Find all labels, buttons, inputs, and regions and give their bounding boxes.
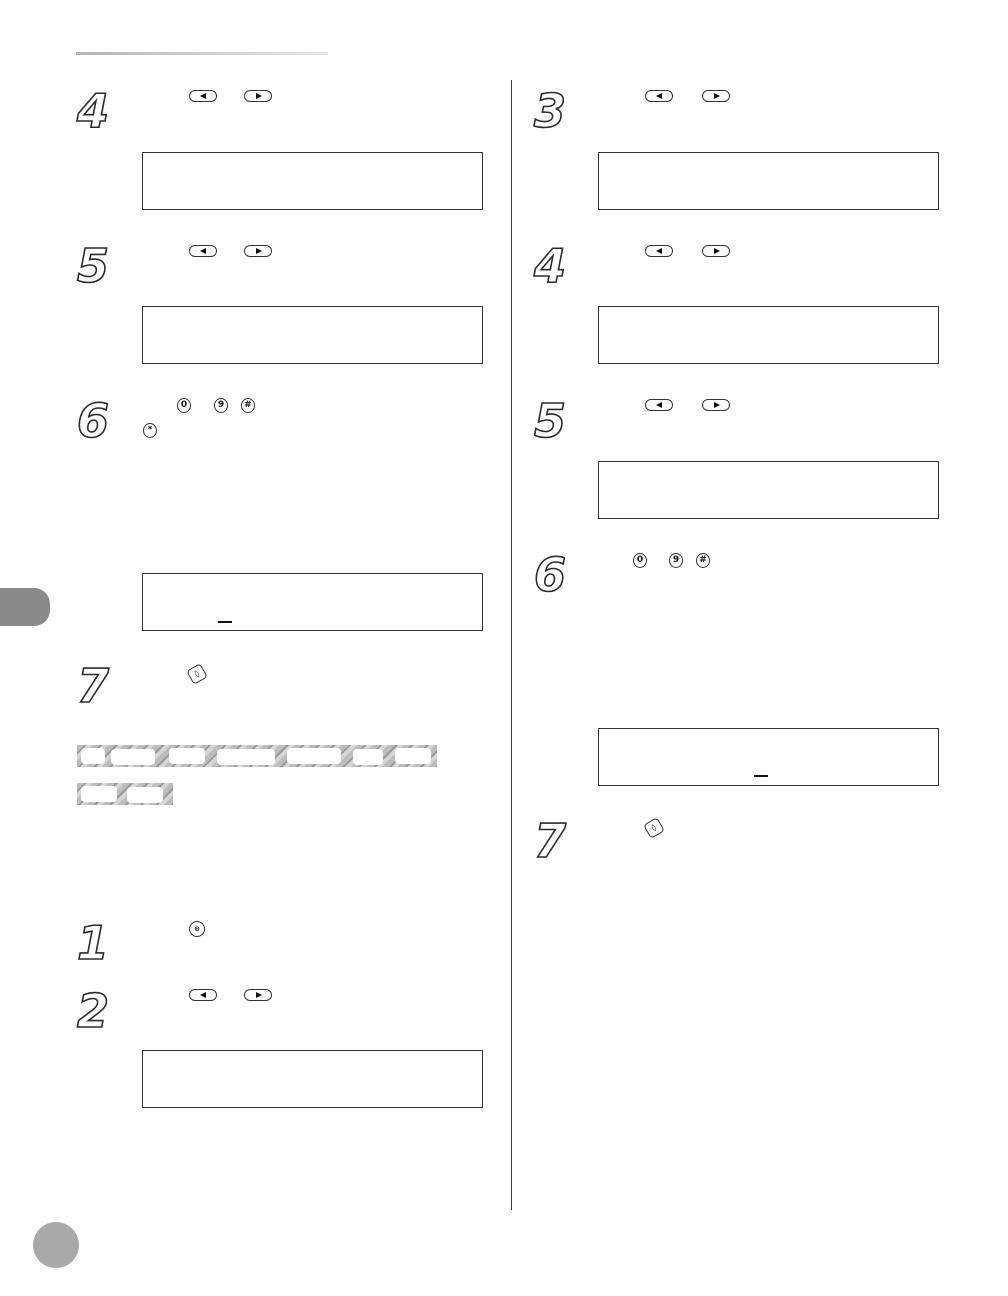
header-rule <box>76 52 328 55</box>
step-number: 2 <box>77 984 110 1038</box>
numeric-9-key: 9 <box>669 553 683 568</box>
right-arrow-key <box>244 90 272 102</box>
left-arrow-key <box>189 989 217 1001</box>
section-title <box>77 745 457 831</box>
lcd-display <box>598 461 939 519</box>
step-number: 4 <box>77 84 110 138</box>
step-number: 1 <box>77 916 110 970</box>
numeric-0-key: 0 <box>633 553 647 568</box>
step-number: 6 <box>77 394 110 448</box>
left-arrow-key <box>645 90 673 102</box>
chapter-tab <box>0 588 50 626</box>
step-number: 7 <box>534 814 567 868</box>
lcd-display <box>142 573 483 631</box>
left-arrow-key <box>645 399 673 411</box>
star-key: * <box>143 423 157 438</box>
hash-key: # <box>696 553 710 568</box>
page-number-disc <box>33 1222 79 1268</box>
left-arrow-key <box>189 245 217 257</box>
right-arrow-key <box>244 989 272 1001</box>
left-arrow-key <box>645 245 673 257</box>
lcd-cursor <box>754 775 768 777</box>
lcd-display <box>598 152 939 210</box>
lcd-display <box>142 306 483 364</box>
right-arrow-key <box>702 90 730 102</box>
right-arrow-key <box>702 399 730 411</box>
column-divider <box>511 80 512 1210</box>
menu-key: ⊛ <box>189 921 205 937</box>
ok-key: ◊ <box>186 663 208 685</box>
lcd-cursor <box>218 621 232 623</box>
step-number: 6 <box>534 548 567 602</box>
step-number: 7 <box>77 659 110 713</box>
lcd-display <box>142 152 483 210</box>
step-number: 5 <box>534 394 567 448</box>
right-arrow-key <box>702 245 730 257</box>
ok-key: ◊ <box>643 817 665 839</box>
numeric-0-key: 0 <box>177 398 191 413</box>
lcd-display <box>142 1050 483 1108</box>
step-number: 4 <box>534 239 567 293</box>
step-number: 3 <box>534 84 567 138</box>
hash-key: # <box>241 398 255 413</box>
right-arrow-key <box>244 245 272 257</box>
numeric-9-key: 9 <box>214 398 228 413</box>
lcd-display <box>598 306 939 364</box>
left-arrow-key <box>189 90 217 102</box>
lcd-display <box>598 728 939 786</box>
step-number: 5 <box>77 239 110 293</box>
